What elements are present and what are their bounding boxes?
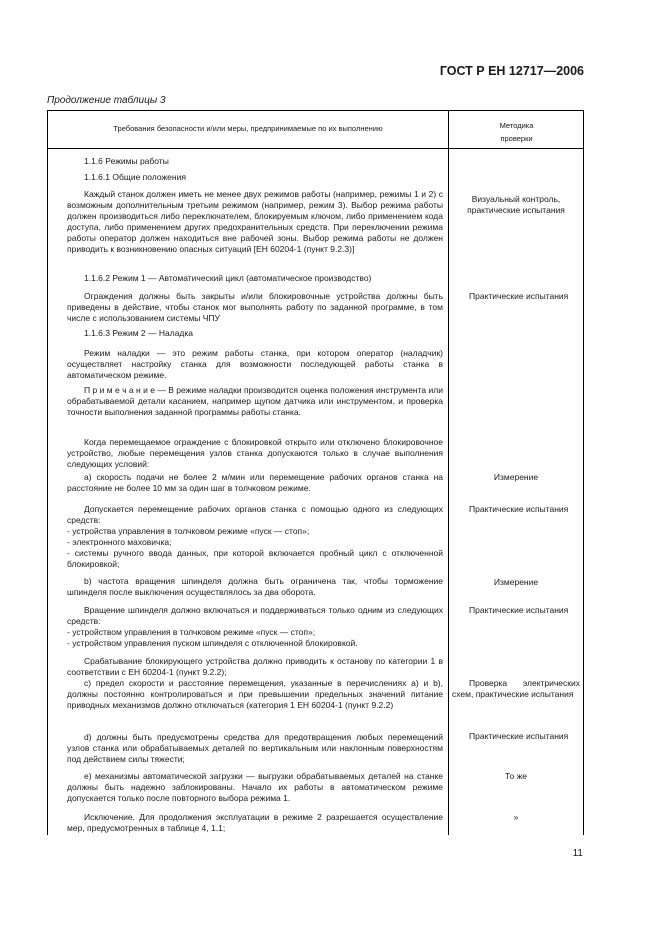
method-cell: » <box>513 812 519 822</box>
list-item-d: d) должны быть предусмотрены средства для предотвращения любых перемещений узлов станка или обрабатываемых деталей по вертикальным или наклонным поверхностям под действием силы тяжести; <box>67 732 443 764</box>
requirement-text: Каждый станок должен иметь не менее двух режимов работы (например, режимы 1 и 2) с возможным дополнительным третьим режимом (например, режим 3). Выбор режима работы должен производиться либо переключателем, блокируемым ключом, либо применением кода доступа, либо применением других предохранительных средств. При переключении режима работы оператор должен находиться вне рабочей зоны. Выбор режима работы не должен приводить к возникновению опасных ситуаций [ЕН 60204-1 (пункт 9.2.3)] <box>67 189 443 254</box>
table-continuation-caption: Продолжение таблицы 3 <box>47 95 166 106</box>
method-cell: Измерение <box>493 577 539 587</box>
column-header-method <box>449 119 584 145</box>
document-standard-number: ГОСТ Р ЕН 12717—2006 <box>439 64 584 78</box>
list-item-e: е) механизмы автоматической загрузки — выгрузки обрабатываемых деталей на станке должны быть надежно заблокированы. Начало их работы в автоматическом режиме допускается только после повторного выбора режима 1. <box>67 771 443 803</box>
method-cell: То же <box>504 771 528 781</box>
method-cell: Визуальный контроль, практические испытания <box>467 194 565 215</box>
section-heading: 1.1.6 Режимы работы <box>84 156 169 166</box>
method-cell: Практические испытания <box>469 731 569 741</box>
method-cell: Проверка электрических схем, практические испытания <box>452 678 580 699</box>
subsection-heading: 1.1.6.1 Общие положения <box>84 172 186 182</box>
column-divider <box>448 111 449 835</box>
list-item: - системы ручного ввода данных, при которой включается пробный цикл с отключенной блокировкой; <box>67 548 443 569</box>
exception-text: Исключение. Для продолжения эксплуатации в режиме 2 разрешается осуществление мер, предусмотренных в таблице 4, 1.1; <box>67 812 443 833</box>
page-number: 11 <box>572 848 583 859</box>
column-header-requirements: Требования безопасности и/или меры, предпринимаемые по их выполнению <box>113 124 383 133</box>
list-item: - устройством управления в толчковом режиме «пуск — стоп»; <box>67 627 316 637</box>
list-item: - электронного маховичка; <box>67 537 172 547</box>
column-header-method-line1: Методика <box>499 121 534 130</box>
method-cell: Практические испытания <box>469 504 569 514</box>
header-divider <box>48 148 583 149</box>
method-cell: Измерение <box>493 472 539 482</box>
requirement-text: Когда перемещаемое ограждение с блокировкой открыто или отключено блокировочное устройство, любые перемещения узлов станка допускаются только в случае выполнения следующих условий: <box>67 437 443 469</box>
subsection-heading: 1.1.6.3 Режим 2 — Наладка <box>84 328 194 338</box>
requirement-text: Вращение шпинделя должно включаться и поддерживаться только одним из следующих средств: <box>67 605 443 626</box>
subsection-heading: 1.1.6.2 Режим 1 — Автоматический цикл (автоматическое производство) <box>84 273 372 283</box>
note-text: П р и м е ч а н и е — В режиме наладки производится оценка положения инструмента или обрабатываемой детали касанием, например щупом датчика или инструментом, и проверка точности выполнения заданной программы работы станка. <box>67 385 443 417</box>
list-item-c: с) предел скорости и расстояние перемещения, указанные в перечислениях а) и b), должны постоянно контролироваться и при превышении предельных значений питание приводных механизмов должно отключаться (категория 1 ЕН 60204-1 (пункт 9.2.2) <box>67 678 443 710</box>
list-item: - устройством управления пуском шпинделя с отключенной блокировкой. <box>67 638 358 648</box>
requirement-text: Ограждения должны быть закрыты и/или блокировочные устройства должны быть приведены в действие, чтобы станок мог выполнять работу по заданной программе, в том числе с использованием системы ЧПУ <box>67 291 443 323</box>
method-cell: Практические испытания <box>469 605 569 615</box>
method-cell: Практические испытания <box>469 291 569 301</box>
list-item-a: а) скорость подачи не более 2 м/мин или перемещение рабочих органов станка на расстояние не более 10 мм за один шаг в толчковом режиме. <box>67 472 443 493</box>
column-header-method-line2: проверки <box>500 134 533 143</box>
requirement-text: Режим наладки — это режим работы станка, при котором оператор (наладчик) осуществляет настройку станка для возможности последующей работы станка в автоматическом режиме. <box>67 348 443 380</box>
list-item-b: b) частота вращения шпинделя должна быть ограничена так, чтобы торможение шпинделя после выключения осуществлялось за два оборота. <box>67 576 443 597</box>
requirement-text: Срабатывание блокирующего устройства должно приводить к останову по категории 1 в соответствии с ЕН 60204-1 (пункт 9.2.2); <box>67 656 443 677</box>
requirement-text: Допускается перемещение рабочих органов станка с помощью одного из следующих средств: <box>67 504 443 525</box>
list-item: - устройства управления в толчковом режиме «пуск — стоп»; <box>67 526 310 536</box>
requirements-table <box>47 110 584 835</box>
